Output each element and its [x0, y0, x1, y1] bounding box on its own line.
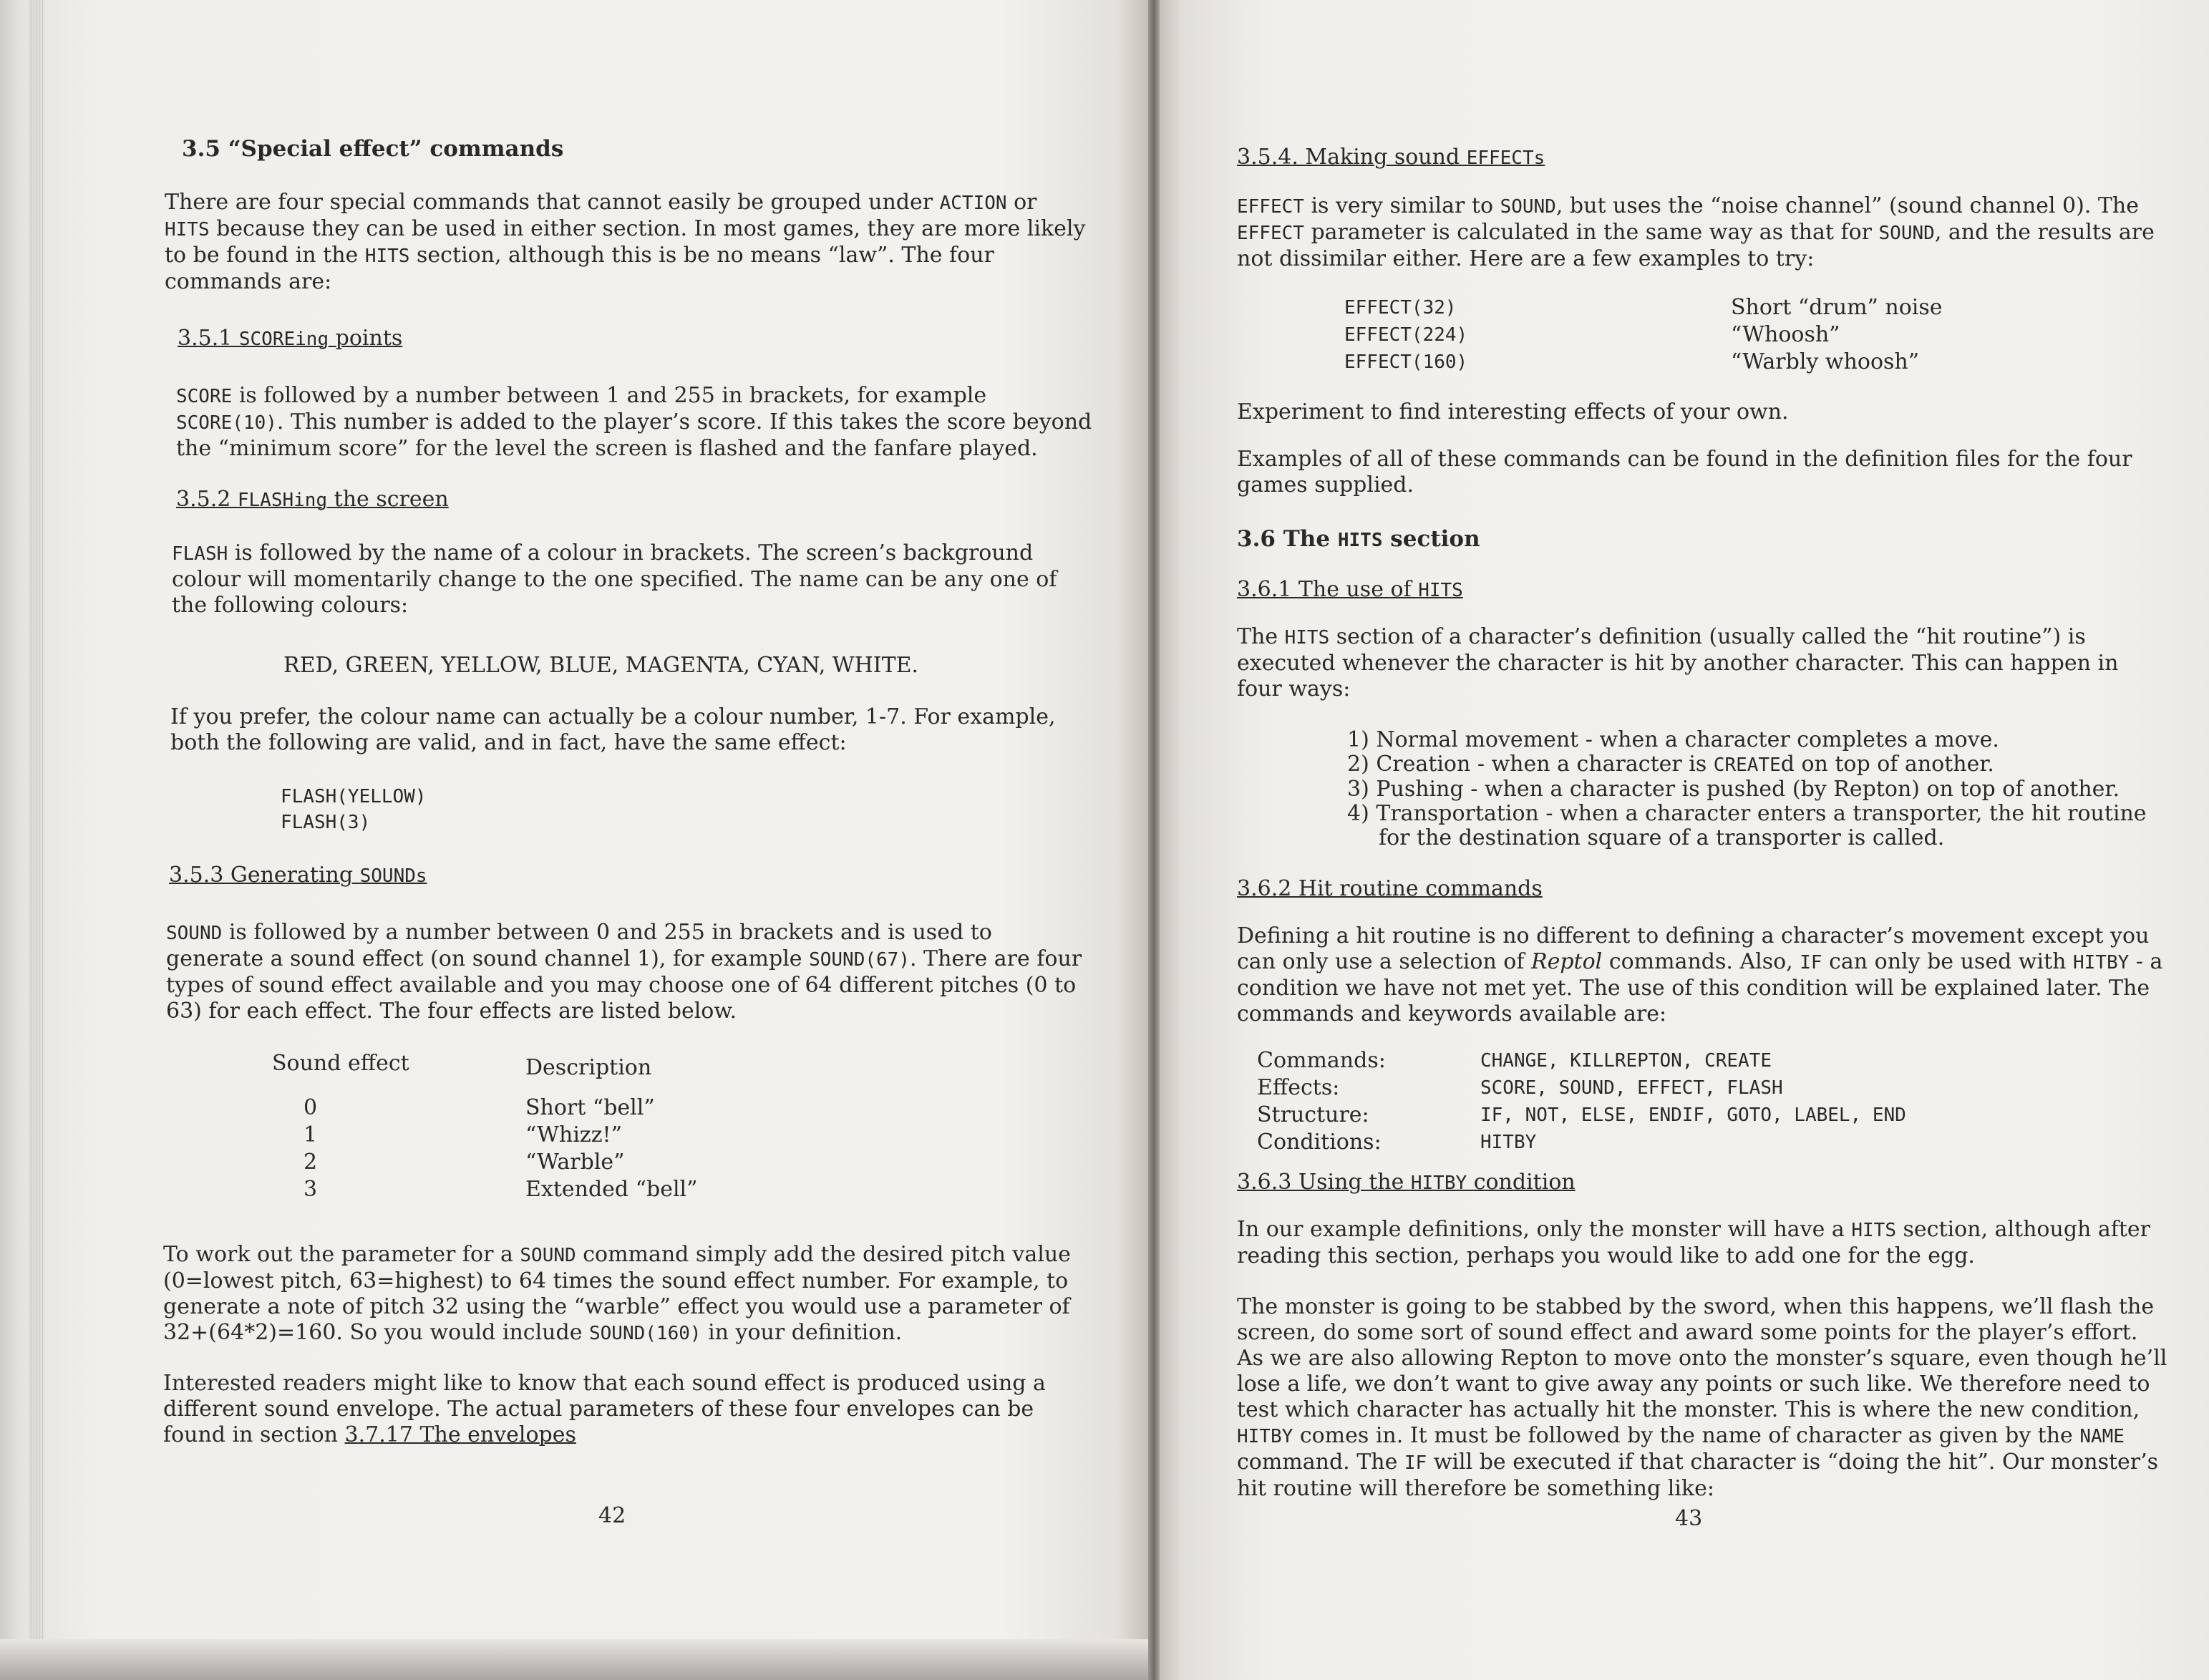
table-row: Commands: CHANGE, KILLREPTON, CREATE — [1257, 1048, 1772, 1073]
colour-list: RED, GREEN, YELLOW, BLUE, MAGENTA, CYAN, WHITE. — [283, 653, 919, 678]
effect-example-row: EFFECT(224) “Whoosh” — [1344, 322, 1840, 347]
page-number-left: 42 — [598, 1503, 626, 1528]
section-3-5-2-body2: If you prefer, the colour name can actually be a colour number, 1-7. For example, both the following are valid, and in fact, have the same effect: — [170, 704, 1056, 755]
section-3-6-1-heading: 3.6.1 The use of HITS — [1237, 577, 1463, 602]
section-3-5-1-heading: 3.5.1 SCOREing points — [178, 326, 403, 351]
section-3-5-heading: 3.5 “Special effect” commands — [182, 136, 564, 162]
list-item: 2) Creation - when a character is CREATEd on top of another. — [1347, 752, 1994, 777]
list-item: 1) Normal movement - when a character completes a move. — [1347, 727, 1999, 752]
section-3-5-3-body: SOUND is followed by a number between 0 and 255 in brackets and is used to generate a sound effect (on sound channel 1), for example SOUND(67). There are four types of sound effect available and you may choose one of 64 different pitches (0 to 63) for each effect. The four effects are listed below. — [166, 920, 1082, 1024]
effect-example-row: EFFECT(160) “Warbly whoosh” — [1344, 349, 1920, 374]
section-3-5-2-body: FLASH is followed by the name of a colour in brackets. The screen’s background colour will momentarily change to the one specified. The name can be any one of the following colours: — [172, 540, 1057, 618]
table-row: 2 “Warble” — [304, 1150, 625, 1175]
right-page — [1154, 0, 2209, 1680]
list-item: 3) Pushing - when a character is pushed (by Repton) on top of another. — [1347, 777, 2120, 802]
table-row: 1 “Whizz!” — [304, 1122, 622, 1147]
table-row: Structure: IF, NOT, ELSE, ENDIF, GOTO, LABEL, END — [1257, 1102, 1906, 1127]
page-edges — [29, 0, 44, 1680]
section-3-5-body: There are four special commands that cannot easily be grouped under ACTION or HITS because they can be used in either section. In most games, they are more likely to be found in the HITS section, although this is be no means “law”. The four commands are: — [165, 190, 1086, 294]
section-3-5-4-body: EFFECT is very similar to SOUND, but uses the “noise channel” (sound channel 0). The EFFECT parameter is calculated in the same way as that for SOUND, and the results are not dissimilar either. Here are a few examples to try: — [1237, 193, 2155, 271]
page-number-right: 43 — [1675, 1506, 1703, 1531]
section-3-5-4-body3: Examples of all of these commands can be found in the definition files for the four games supplied. — [1237, 447, 2132, 497]
section-3-5-3-body3: Interested readers might like to know that each sound effect is produced using a different sound envelope. The actual parameters of these four envelopes can be found in section 3.7.17 The envelopes — [163, 1371, 1046, 1447]
section-3-6-2-heading: 3.6.2 Hit routine commands — [1237, 876, 1543, 901]
table-header-description: Description — [525, 1055, 652, 1080]
section-3-5-3-heading: 3.5.3 Generating SOUNDs — [169, 863, 427, 888]
keyword-table — [1257, 1048, 1906, 1157]
section-3-5-1-body: SCORE is followed by a number between 1 and 255 in brackets, for example SCORE(10). This number is added to the player’s score. If this takes the score beyond the “minimum score” for the level the screen is flashed and the fanfare played. — [176, 383, 1092, 461]
sound-effect-table — [272, 1051, 697, 1204]
effect-examples — [1344, 295, 1943, 377]
page-bottom-edge — [0, 1639, 1154, 1680]
section-3-6-1-body: The HITS section of a character’s definition (usually called the “hit routine”) is executed whenever the character is hit by another character. This can happen in four ways: — [1237, 624, 2119, 701]
section-3-6-3-heading: 3.6.3 Using the HITBY condition — [1237, 1170, 1576, 1195]
table-row: 3 Extended “bell” — [304, 1177, 698, 1202]
section-3-5-4-body2: Experiment to find interesting effects of your own. — [1237, 399, 1789, 424]
section-3-6-3-body: In our example definitions, only the monster will have a HITS section, although after reading this section, perhaps you would like to add one for the egg. — [1237, 1217, 2151, 1268]
table-row: Effects: SCORE, SOUND, EFFECT, FLASH — [1257, 1075, 1783, 1100]
table-row: Conditions: HITBY — [1257, 1130, 1537, 1155]
book-gutter — [1148, 0, 1160, 1680]
list-item: 4) Transportation - when a character enters a transporter, the hit routine for the destination square of a transporter is called. — [1347, 801, 2147, 850]
section-3-5-3-body2: To work out the parameter for a SOUND command simply add the desired pitch value (0=lowest pitch, 63=highest) to 64 times the sound effect number. For example, to generate a note of pitch 32 using the “warble” effect you would use a parameter of 32+(64*2)=160. So you would include SOUND(160) in your definition. — [163, 1242, 1071, 1345]
table-row: 0 Short “bell” — [304, 1095, 655, 1120]
hit-ways-list — [1347, 728, 2170, 850]
section-3-6-2-body: Defining a hit routine is no different to defining a character’s movement except you can only use a selection of Reptol commands. Also, IF can only be used with HITBY - a condition we have not met yet. The use of this condition will be explained later. The commands and keywords available are: — [1237, 923, 2163, 1026]
section-3-5-2-heading: 3.5.2 FLASHing the screen — [176, 487, 449, 512]
section-3-6-3-body2: The monster is going to be stabbed by the sword, when this happens, we’ll flash the screen, do some sort of sound effect and award some points for the player’s effort. As we are also allowing Repton to move onto the monster’s square, even though he’ll lose a life, we don’t want to give away any points or such like. We therefore need to test which character has actually hit the monster. This is where the new condition, HITBY comes in. It must be followed by the name of character as given by the NAME command. The IF will be executed if that character is “doing the hit”. Our monster’s hit routine will therefore be something like: — [1237, 1294, 2167, 1501]
section-3-5-4-heading: 3.5.4. Making sound EFFECTs — [1237, 145, 1545, 170]
section-3-6-heading: 3.6 The HITS section — [1237, 526, 1480, 552]
flash-example-1: FLASH(YELLOW) — [281, 786, 427, 807]
effect-example-row: EFFECT(32) Short “drum” noise — [1344, 295, 1943, 320]
flash-example-2: FLASH(3) — [281, 812, 371, 833]
table-header-sound-effect: Sound effect — [272, 1051, 409, 1076]
envelopes-link[interactable]: 3.7.17 The envelopes — [344, 1422, 576, 1447]
